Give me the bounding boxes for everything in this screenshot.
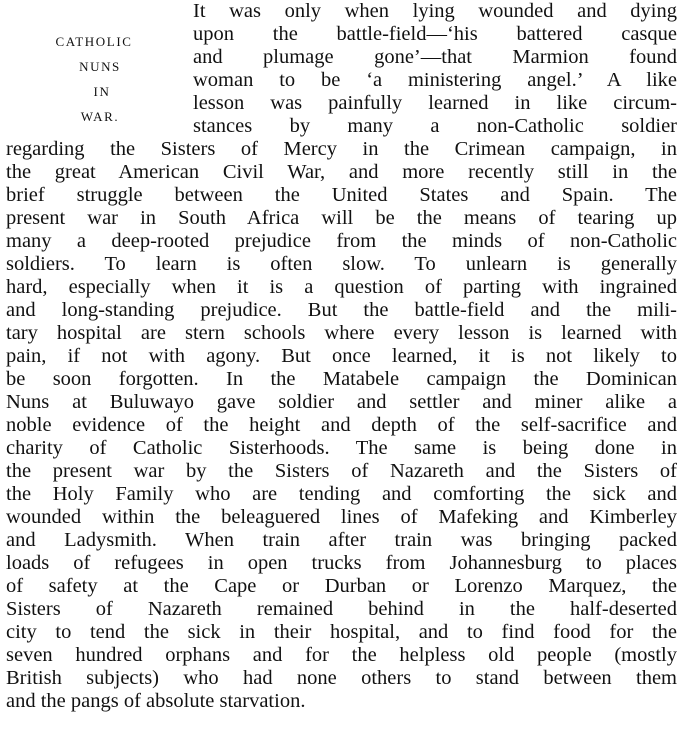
text-line: regarding the Sisters of Mercy in the Crimean campaign, in (6, 138, 677, 160)
text-line: British subjects) who had none others to stand between them (6, 667, 677, 689)
text-line: and Ladysmith. When train after train was bringing packed (6, 529, 677, 551)
text-line: of safety at the Cape or Durban or Lorenzo Marquez, the (6, 575, 677, 597)
text-line: tary hospital are stern schools where every lesson is learned with (6, 322, 677, 344)
text-line: brief struggle between the United States and Spain. The (6, 184, 677, 206)
text-line: wounded within the beleaguered lines of Mafeking and Kimberley (6, 506, 677, 528)
text-line: city to tend the sick in their hospital, and to find food for the (6, 621, 677, 643)
text-line: charity of Catholic Sisterhoods. The same is being done in (6, 437, 677, 459)
text-line: the great American Civil War, and more recently still in the (6, 161, 677, 183)
margin-heading (0, 29, 188, 129)
text-line: many a deep-rooted prejudice from the minds of non-Catholic (6, 230, 677, 252)
margin-heading-line: IN (93, 84, 111, 99)
text-line: woman to be ‘a ministering angel.’ A like (193, 69, 677, 91)
text-line: Sisters of Nazareth remained behind in the half-deserted (6, 598, 677, 620)
text-line: It was only when lying wounded and dying (193, 0, 677, 22)
text-line: the Holy Family who are tending and comforting the sick and (6, 483, 677, 505)
text-line: present war in South Africa will be the means of tearing up (6, 207, 677, 229)
margin-heading-line: NUNS (79, 59, 121, 74)
margin-heading-line: WAR. (80, 109, 120, 124)
text-line: lesson was painfully learned in like circum- (193, 92, 677, 114)
text-line: seven hundred orphans and for the helpless old people (mostly (6, 644, 677, 666)
text-line: loads of refugees in open trucks from Johannesburg to places (6, 552, 677, 574)
text-line: hard, especially when it is a question of parting with ingrained (6, 276, 677, 298)
margin-heading-line: CATHOLIC (55, 34, 133, 49)
text-line: Nuns at Buluwayo gave soldier and settler and miner alike a (6, 391, 677, 413)
text-line: upon the battle-field—‘his battered casque (193, 23, 677, 45)
text-line: pain, if not with agony. But once learned, it is not likely to (6, 345, 677, 367)
text-line: soldiers. To learn is often slow. To unlearn is generally (6, 253, 677, 275)
text-line: and long-standing prejudice. But the battle-field and the mili- (6, 299, 677, 321)
text-line: be soon forgotten. In the Matabele campaign the Dominican (6, 368, 677, 390)
text-line: and the pangs of absolute starvation. (6, 690, 306, 712)
text-line: noble evidence of the height and depth of the self-sacrifice and (6, 414, 677, 436)
text-line: stances by many a non-Catholic soldier (193, 115, 677, 137)
text-line: and plumage gone’—that Marmion found (193, 46, 677, 68)
text-line: the present war by the Sisters of Nazareth and the Sisters of (6, 460, 677, 482)
